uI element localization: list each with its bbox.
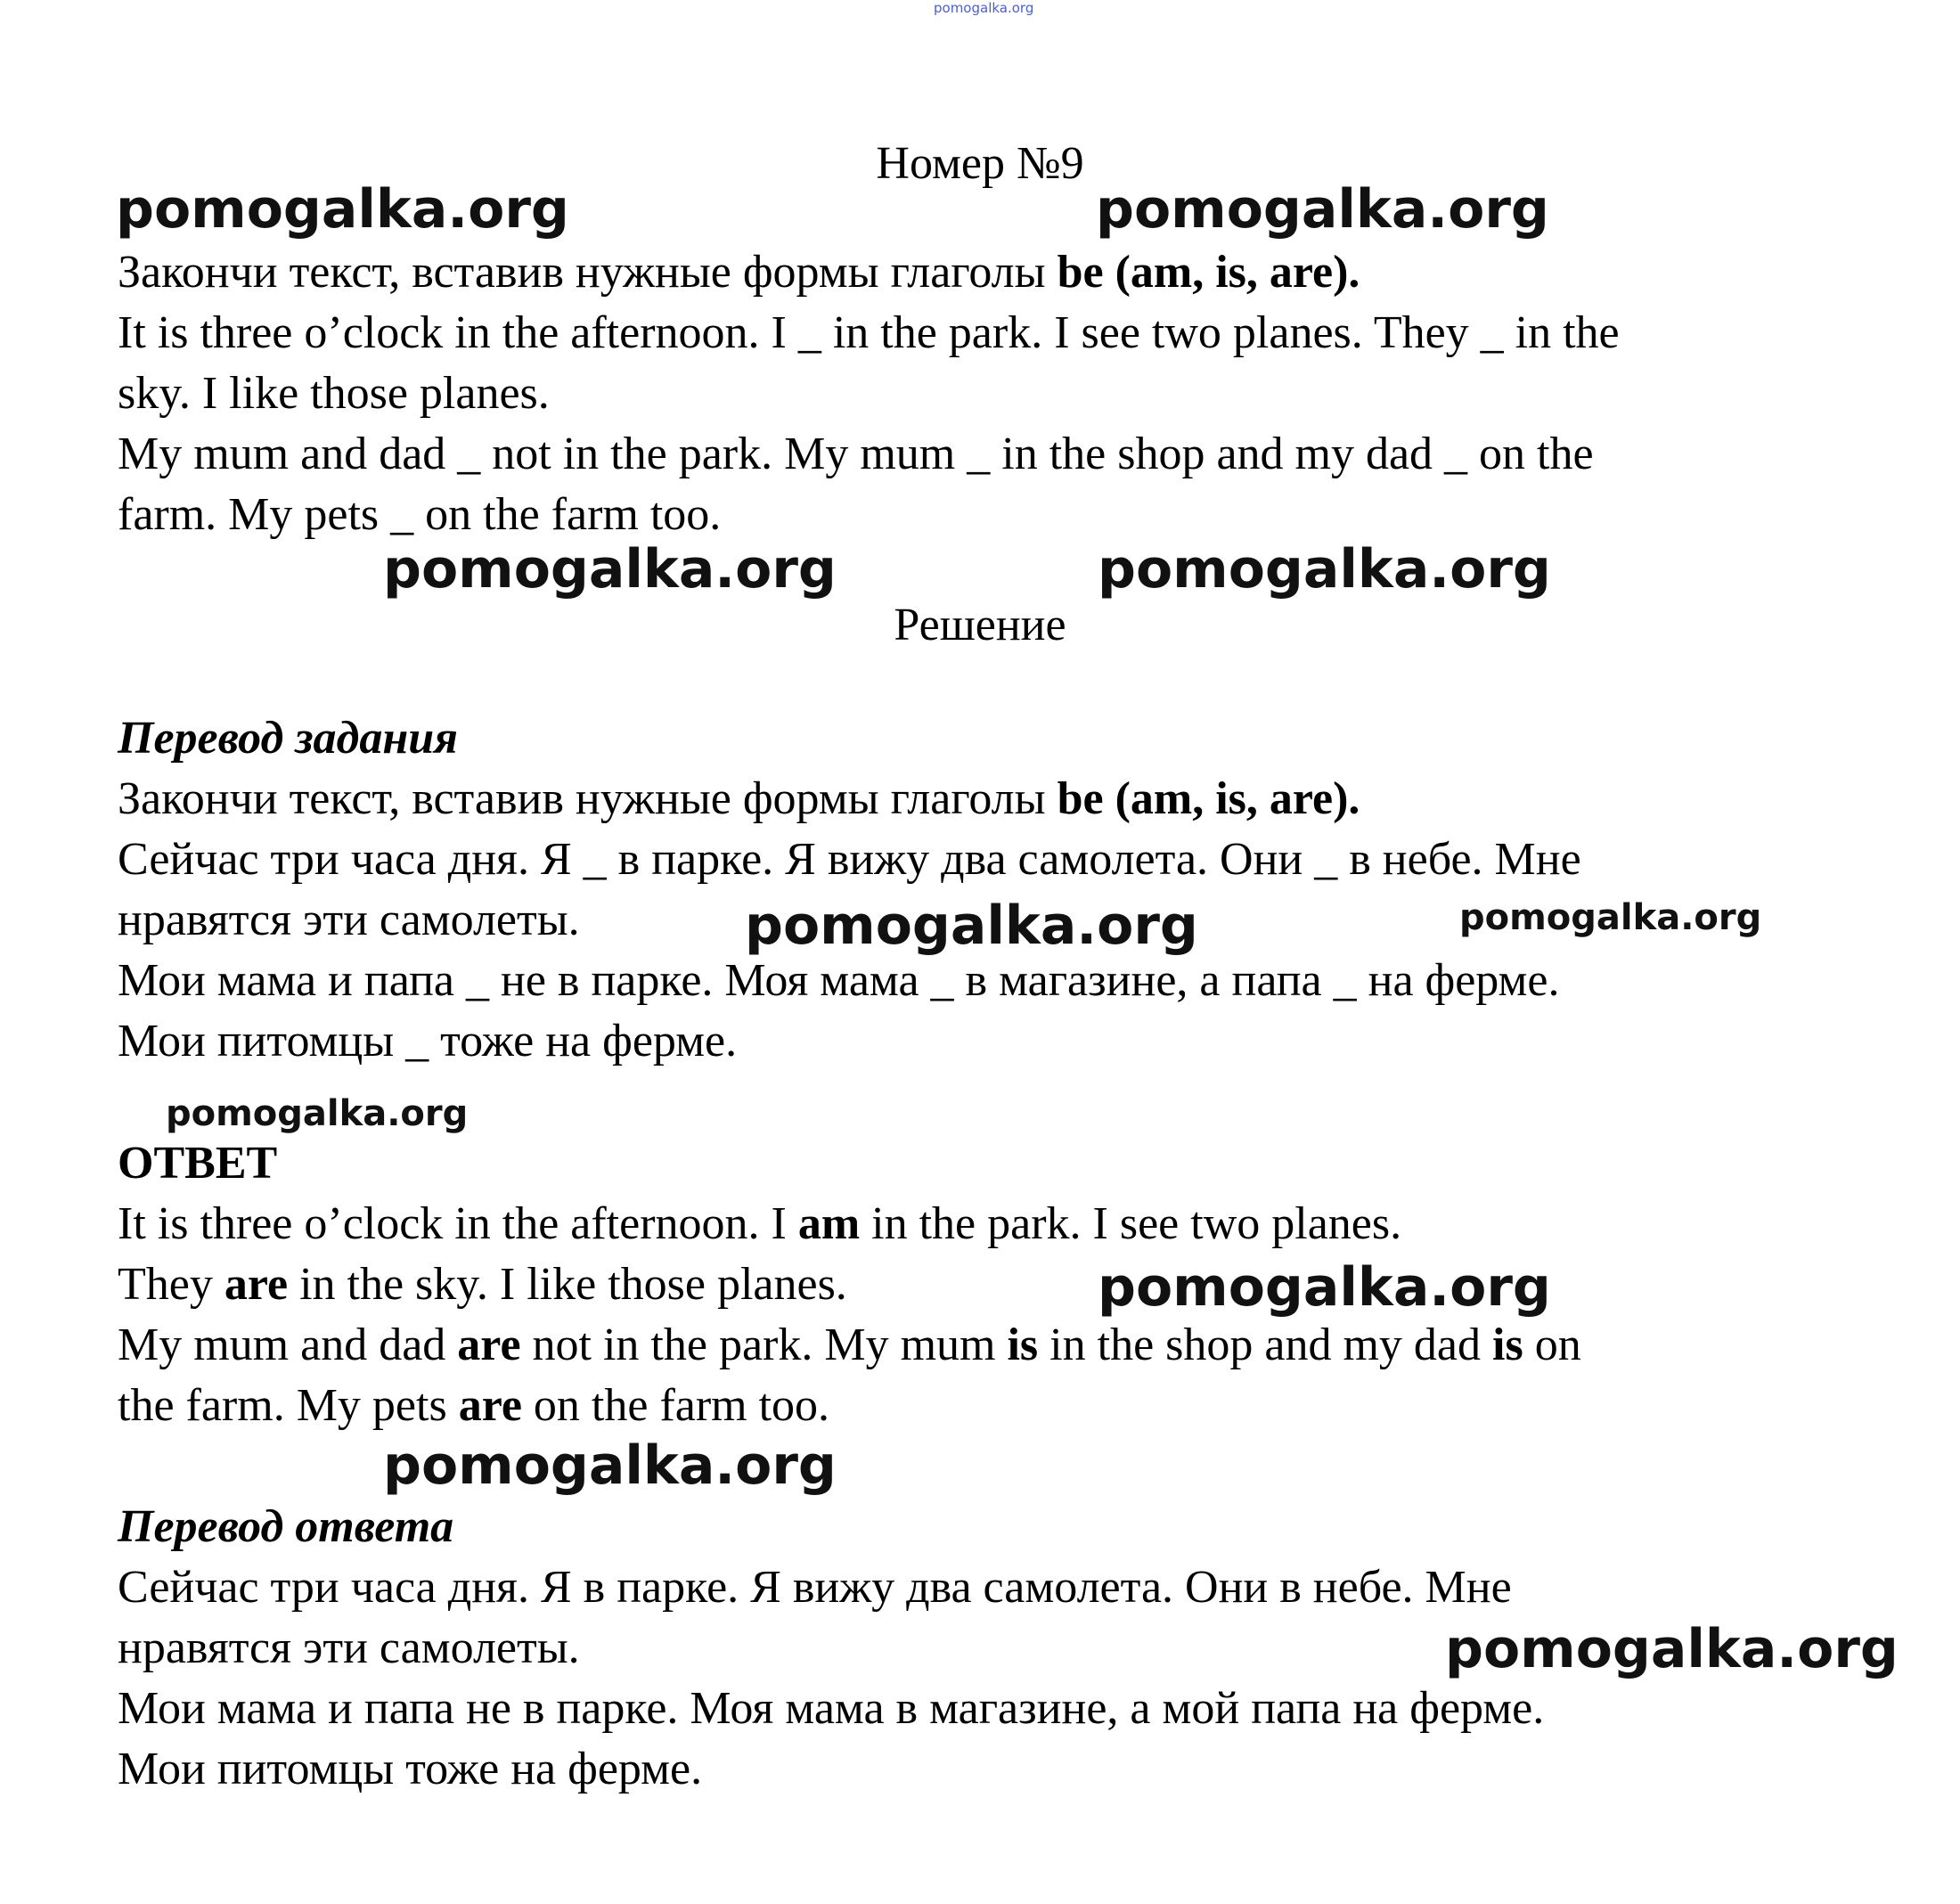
instruction-bold: be (am, is, are). [1057, 773, 1360, 824]
answer-text: My mum and dad [118, 1320, 458, 1370]
top-watermark: pomogalka.org [934, 0, 1034, 16]
answer-line [118, 1254, 847, 1315]
watermark: pomogalka.org [383, 1434, 837, 1497]
answer-text: not in the park. My mum [520, 1320, 1008, 1370]
task-line: farm. My pets _ on the farm too. [118, 489, 722, 540]
answer-line [118, 1315, 1581, 1376]
answer-verb: is [1492, 1320, 1523, 1370]
translation-answer-line: Сейчас три часа дня. Я в парке. Я вижу два самолета. Они в небе. Мне [118, 1562, 1512, 1613]
task-line: My mum and dad _ not in the park. My mum _ in the shop and my dad _ on the [118, 429, 1594, 479]
answer-text: the farm. My pets [118, 1380, 459, 1431]
translation-task-instruction [118, 769, 1360, 829]
answer-verb: am [797, 1198, 861, 1249]
watermark: pomogalka.org [1445, 1618, 1899, 1680]
answer-verb: are [458, 1380, 522, 1431]
translation-task-line: Сейчас три часа дня. Я _ в парке. Я вижу два самолета. Они _ в небе. Мне [118, 834, 1581, 885]
translation-answer-line: Мои мама и папа не в парке. Моя мама в магазине, а мой папа на ферме. [118, 1683, 1545, 1734]
instruction-text: Закончи текст, вставив нужные формы глаголы [118, 247, 1058, 298]
page-title: Номер №9 [876, 138, 1084, 189]
translation-answer-line: нравятся эти самолеты. [118, 1622, 580, 1673]
watermark: pomogalka.org [745, 895, 1198, 957]
watermark: pomogalka.org [1098, 1256, 1551, 1319]
answer-line [118, 1376, 829, 1436]
answer-text: in the park. I see two planes. [860, 1198, 1402, 1249]
answer-line [118, 1194, 1401, 1254]
instruction-text: Закончи текст, вставив нужные формы глаголы [118, 773, 1058, 824]
watermark: pomogalka.org [116, 178, 569, 241]
answer-text: on the farm too. [521, 1380, 830, 1431]
translation-task-heading: Перевод задания [118, 713, 458, 764]
translation-answer-line: Мои питомцы тоже на ферме. [118, 1744, 703, 1794]
watermark: pomogalka.org [1096, 178, 1549, 241]
answer-text: It is three o’clock in the afternoon. I [118, 1198, 798, 1249]
watermark: pomogalka.org [166, 1093, 469, 1134]
solution-label: Решение [894, 600, 1066, 650]
watermark: pomogalka.org [383, 538, 837, 601]
answer-verb: are [224, 1259, 289, 1310]
translation-task-line: Мои мама и папа _ не в парке. Моя мама _ в магазине, а папа _ на ферме. [118, 955, 1560, 1006]
answer-verb: is [1007, 1320, 1039, 1370]
translation-task-line: Мои питомцы _ тоже на ферме. [118, 1016, 738, 1066]
answer-text: They [118, 1259, 225, 1310]
instruction-bold: be (am, is, are). [1057, 247, 1360, 298]
answer-text: in the shop and my dad [1038, 1320, 1492, 1370]
answer-text: in the sky. I like those planes. [288, 1259, 847, 1310]
answer-heading: ОТВЕТ [118, 1138, 278, 1189]
watermark: pomogalka.org [1098, 538, 1551, 601]
answer-text: on [1523, 1320, 1581, 1370]
translation-answer-heading: Перевод ответа [118, 1501, 454, 1552]
task-line: sky. I like those planes. [118, 368, 550, 419]
translation-task-line: нравятся эти самолеты. [118, 895, 580, 945]
answer-verb: are [457, 1320, 521, 1370]
task-instruction [118, 242, 1360, 303]
watermark: pomogalka.org [1459, 897, 1762, 938]
task-line: It is three o’clock in the afternoon. I _ in the park. I see two planes. They _ in the [118, 307, 1620, 358]
